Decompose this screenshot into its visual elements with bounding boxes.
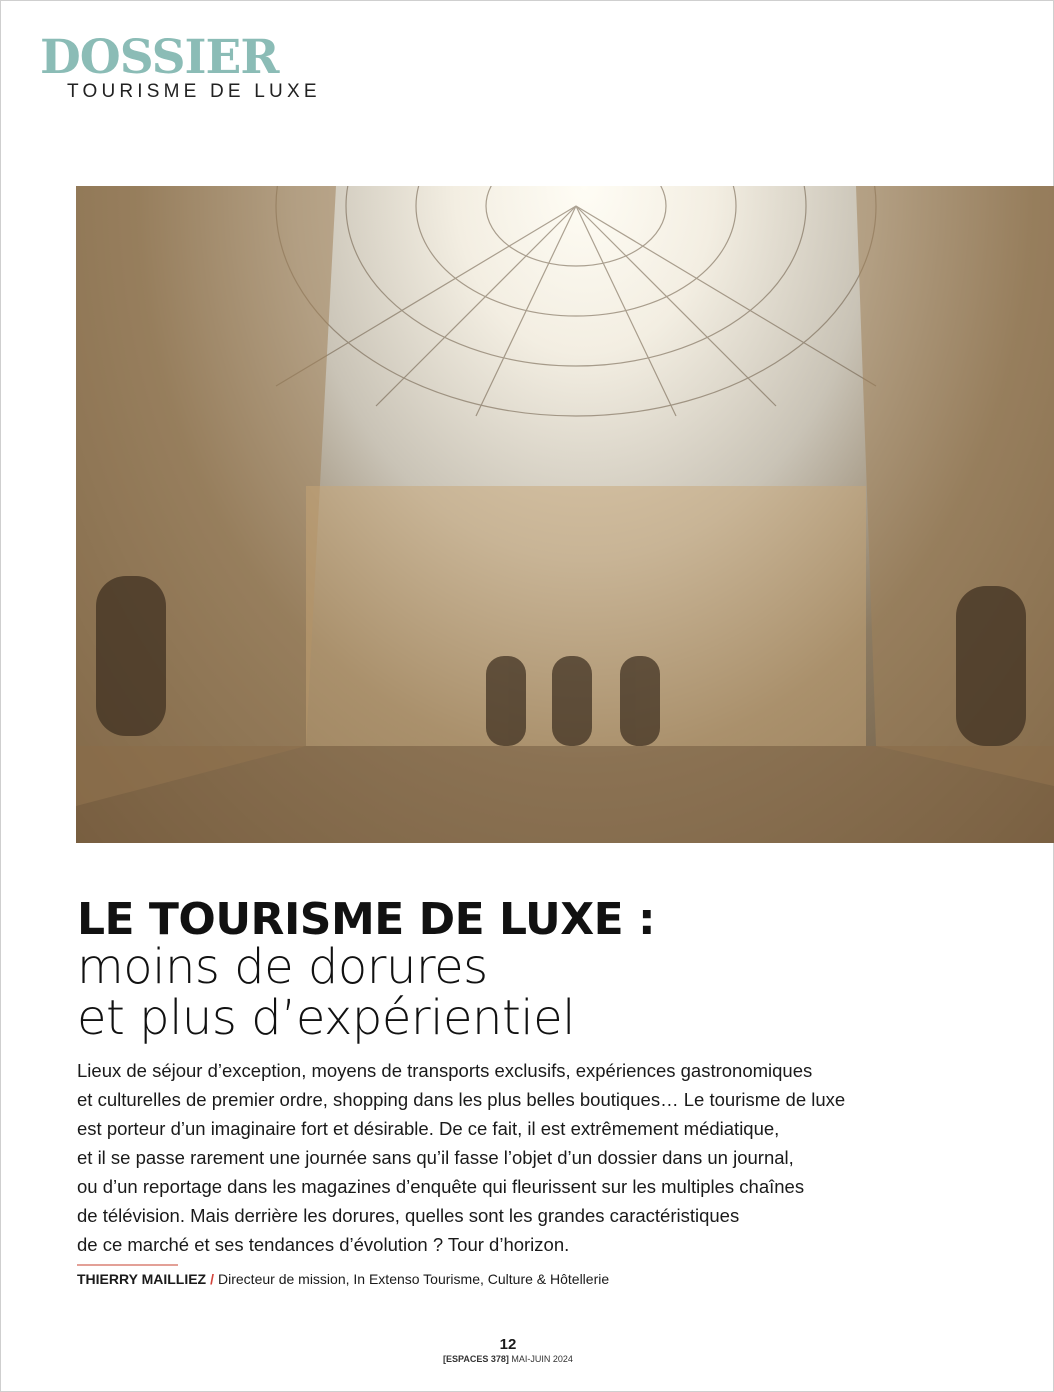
issue-label: [ESPACES 378] [443,1354,509,1364]
lead-line: et culturelles de premier ordre, shopping dans les plus belles boutiques… Le tourisme de luxe [77,1089,846,1110]
lead-line: de ce marché et ses tendances d’évolution ? Tour d’horizon. [77,1234,570,1255]
author-role: Directeur de mission, In Extenso Tourisme, Culture & Hôtellerie [218,1271,610,1287]
lead-line: de télévision. Mais derrière les dorures, quelles sont les grandes caractéristiques [77,1205,740,1226]
byline-rule [77,1264,178,1266]
byline [77,1271,609,1287]
section-label: TOURISME DE LUXE [67,81,321,102]
byline-separator: / [210,1271,215,1287]
subtitle-line: moins de dorures [77,939,488,995]
issue-date: MAI-JUIN 2024 [511,1354,573,1364]
lead-line: et il se passe rarement une journée sans qu’il fasse l’objet d’un dossier dans un journal, [77,1147,794,1168]
lead-line: Lieux de séjour d’exception, moyens de transports exclusifs, expériences gastronomiques [77,1060,813,1081]
lead-line: est porteur d’un imaginaire fort et désirable. De ce fait, il est extrêmement médiatique, [77,1118,780,1139]
article-lead [77,1056,845,1259]
issue-info [0,1354,1016,1364]
author-name: THIERRY MAILLIEZ [77,1271,207,1287]
page-number: 12 [499,1336,517,1353]
galleria-photo [76,186,1054,843]
dossier-kicker: DOSSIER [40,30,279,85]
subtitle-line: et plus d’expérientiel [77,990,575,1046]
lead-line: ou d’un reportage dans les magazines d’enquête qui fleurissent sur les multiples chaînes [77,1176,805,1197]
article-subtitle [77,939,575,1046]
article-title: LE TOURISME DE LUXE : [77,894,656,945]
